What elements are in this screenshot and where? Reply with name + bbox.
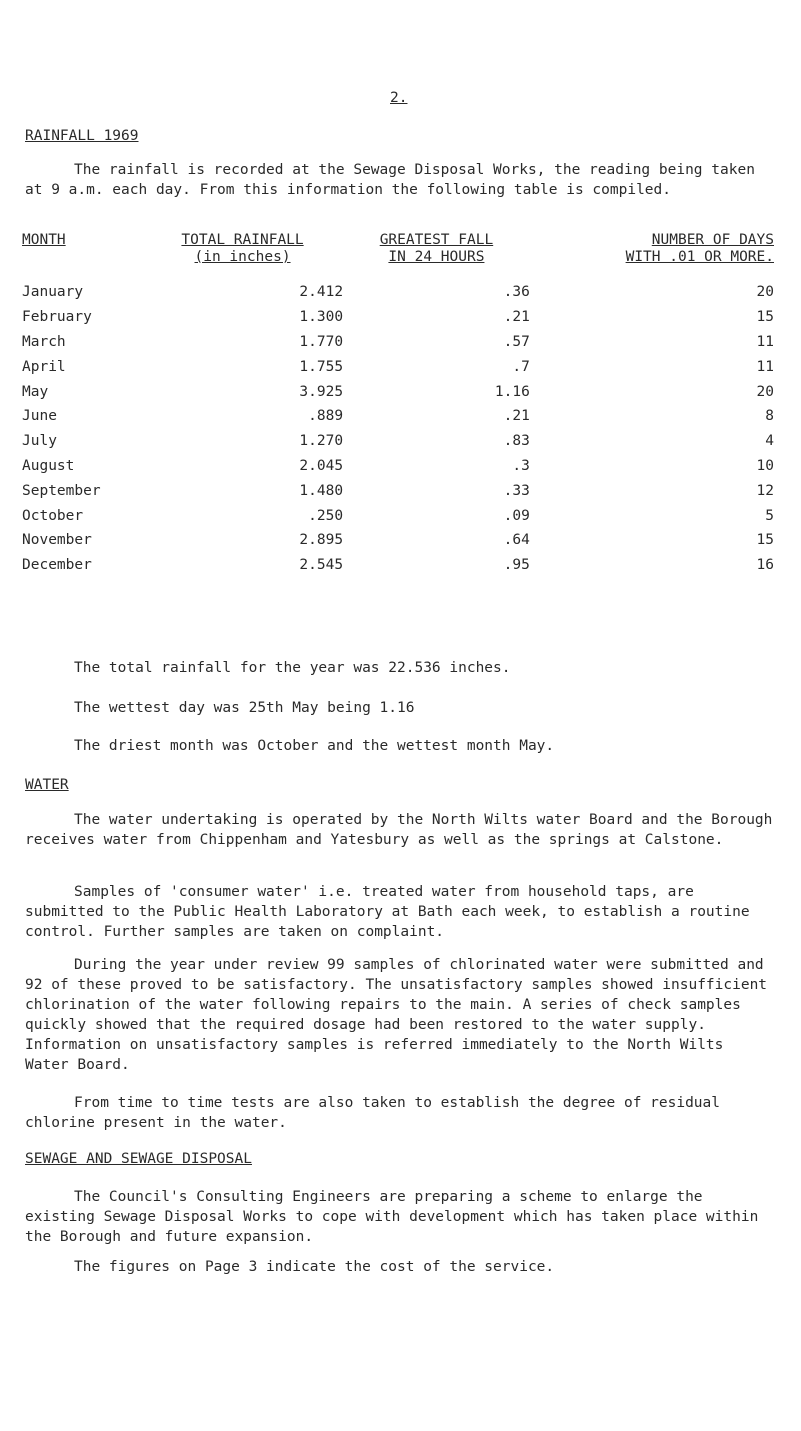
table-row: [22, 454, 774, 479]
total-cell: .250: [308, 507, 344, 524]
greatest-cell: .3: [512, 457, 530, 474]
water-paragraph-2: Samples of 'consumer water' i.e. treated water from household taps, are submitted to the Public Health Laboratory at Bath each week, to establish a routine control. Further samples are taken on complaint.: [25, 884, 750, 940]
table-row: [22, 429, 774, 454]
total-cell: 1.270: [299, 433, 344, 450]
table-row: [22, 379, 774, 404]
total-cell: 2.545: [299, 557, 344, 574]
month-cell: March: [22, 333, 66, 350]
total-cell: 3.925: [299, 383, 344, 400]
days-cell: 20: [756, 383, 774, 400]
table-header-row: [22, 232, 774, 280]
days-cell: 12: [756, 482, 774, 499]
total-cell: 1.770: [299, 333, 344, 350]
col-header-days: NUMBER OF DAYS WITH .01 OR MORE.: [625, 232, 774, 265]
month-cell: September: [22, 482, 101, 499]
days-cell: 15: [756, 532, 774, 549]
sewage-paragraph-1: The Council's Consulting Engineers are preparing a scheme to enlarge the existing Sewage Disposal Works to cope with development which has taken place within the Borough and future expansion.: [25, 1189, 759, 1245]
greatest-cell: 1.16: [494, 383, 530, 400]
greatest-cell: .95: [503, 557, 530, 574]
greatest-cell: .21: [503, 309, 530, 326]
month-cell: June: [22, 408, 57, 425]
greatest-cell: .57: [503, 333, 530, 350]
month-cell: October: [22, 507, 84, 524]
table-row: [22, 404, 774, 429]
table-row: [22, 478, 774, 503]
sewage-heading: SEWAGE AND SEWAGE DISPOSAL: [25, 1151, 252, 1167]
water-paragraph-1: The water undertaking is operated by the North Wilts water Board and the Borough receives water from Chippenham and Yatesbury as well as the springs at Calstone.: [25, 812, 773, 848]
summary-wettest-day: The wettest day was 25th May being 1.16: [74, 700, 415, 716]
month-cell: August: [22, 457, 75, 474]
total-cell: 2.045: [299, 457, 344, 474]
table-row: [22, 305, 774, 330]
table-row: [22, 330, 774, 355]
days-cell: 16: [756, 557, 774, 574]
col-header-month: MONTH: [22, 232, 66, 248]
month-cell: July: [22, 433, 57, 450]
table-row: [22, 528, 774, 553]
days-cell: 15: [756, 309, 774, 326]
table-row: [22, 354, 774, 379]
days-cell: 11: [756, 333, 774, 350]
page-number: 2.: [390, 90, 408, 106]
month-cell: November: [22, 532, 92, 549]
summary-driest-wettest-month: The driest month was October and the wettest month May.: [74, 738, 555, 754]
days-cell: 10: [756, 457, 774, 474]
total-cell: 2.412: [299, 284, 344, 301]
rainfall-heading: RAINFALL 1969: [25, 128, 139, 144]
month-cell: May: [22, 383, 49, 400]
days-cell: 11: [756, 358, 774, 375]
greatest-cell: .36: [503, 284, 530, 301]
month-cell: April: [22, 358, 66, 375]
table-row: [22, 553, 774, 578]
col-header-total: TOTAL RAINFALL (in inches): [181, 232, 304, 265]
days-cell: 20: [756, 284, 774, 301]
water-heading: WATER: [25, 777, 69, 793]
greatest-cell: .33: [503, 482, 530, 499]
days-cell: 8: [765, 408, 774, 425]
water-paragraph-3: During the year under review 99 samples of chlorinated water were submitted and 92 of these proved to be satisfactory. The unsatisfactory samples showed insufficient chlorination of the water following repairs to the main. A series of check samples quickly showed that the required dosage had been restored to the water supply. Information on unsatisfactory samples is referred immediately to the North Wilts Water Board.: [25, 957, 768, 1073]
month-cell: January: [22, 284, 84, 301]
table-row: [22, 503, 774, 528]
total-cell: 1.480: [299, 482, 344, 499]
total-cell: .889: [308, 408, 344, 425]
sewage-paragraph-2: The figures on Page 3 indicate the cost of the service.: [74, 1259, 555, 1275]
greatest-cell: .64: [503, 532, 530, 549]
total-cell: 2.895: [299, 532, 344, 549]
month-cell: February: [22, 309, 92, 326]
table-row: [22, 280, 774, 305]
greatest-cell: .09: [503, 507, 530, 524]
days-cell: 4: [765, 433, 774, 450]
rainfall-table: [22, 232, 774, 578]
greatest-cell: .21: [503, 408, 530, 425]
days-cell: 5: [765, 507, 774, 524]
water-paragraph-4: From time to time tests are also taken to establish the degree of residual chlorine present in the water.: [25, 1095, 721, 1131]
total-cell: 1.755: [299, 358, 344, 375]
greatest-cell: .83: [503, 433, 530, 450]
total-cell: 1.300: [299, 309, 344, 326]
summary-total-rainfall: The total rainfall for the year was 22.536 inches.: [74, 660, 511, 676]
col-header-greatest: GREATEST FALL IN 24 HOURS: [379, 232, 494, 265]
greatest-cell: .7: [512, 358, 530, 375]
month-cell: December: [22, 557, 92, 574]
rainfall-intro: The rainfall is recorded at the Sewage Disposal Works, the reading being taken at 9 a.m. each day. From this information the following table is compiled.: [25, 162, 755, 198]
